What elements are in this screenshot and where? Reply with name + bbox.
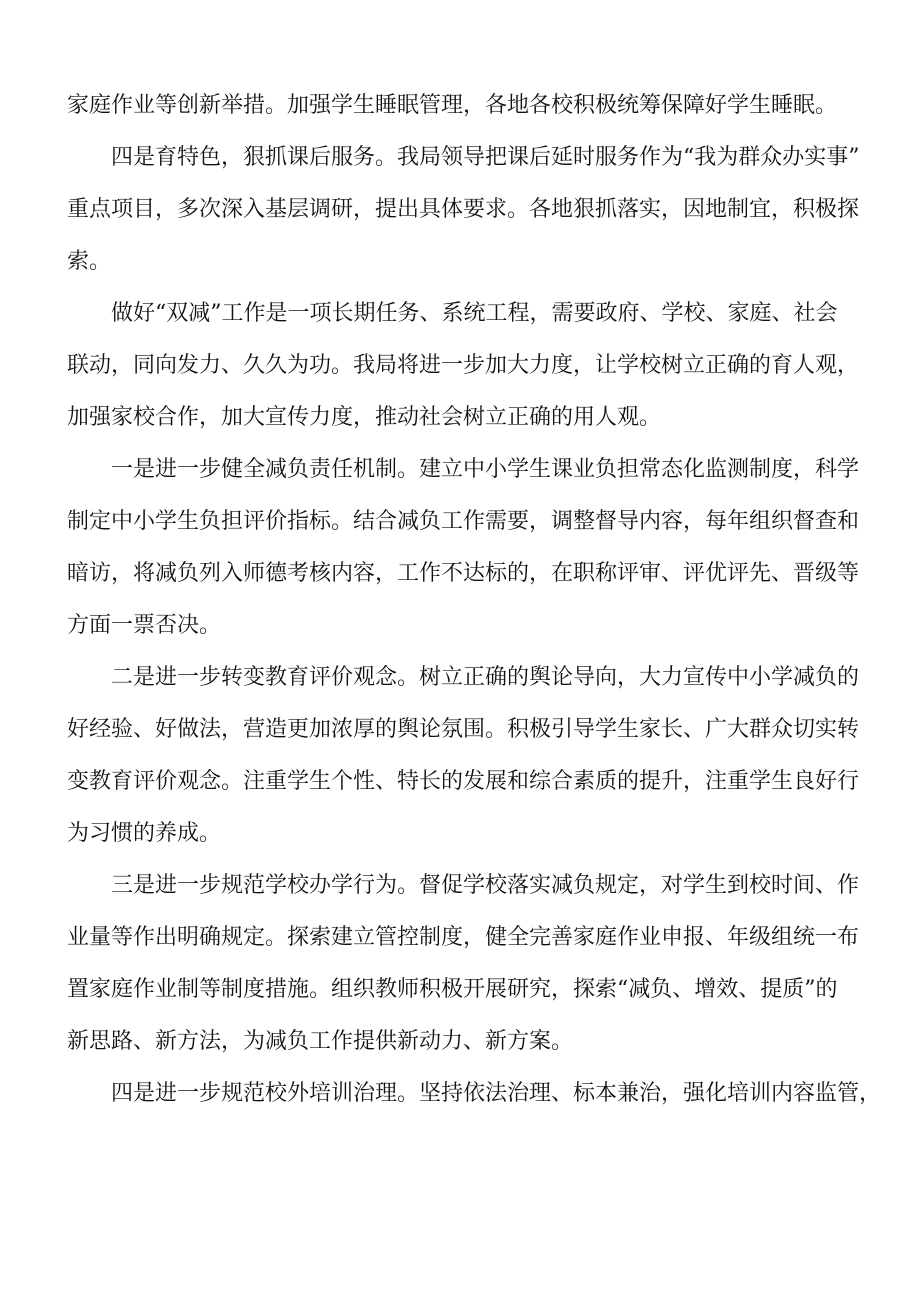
text-line: 变教育评价观念。注重学生个性、特长的发展和综合素质的提升，注重学生良好行: [67, 769, 860, 794]
paragraph-first-line: 做好“双减”工作是一项长期任务、系统工程，需要政府、学校、家庭、社会: [111, 301, 838, 326]
document-body: [67, 87, 882, 1113]
text-line: 置家庭作业制等制度措施。组织教师积极开展研究，探索“减负、增效、提质”的: [67, 977, 838, 1002]
text-line: 重点项目，多次深入基层调研，提出具体要求。各地狠抓落实，因地制宜，积极探: [67, 197, 860, 222]
text-line: 好经验、好做法，营造更加浓厚的舆论氛围。积极引导学生家长、广大群众切实转: [67, 717, 860, 742]
paragraph-first-line: 一是进一步健全减负责任机制。建立中小学生课业负担常态化监测制度，科学: [111, 457, 860, 482]
text-line: 联动，同向发力、久久为功。我局将进一步加大力度，让学校树立正确的育人观，: [67, 353, 860, 378]
paragraph-first-line: 三是进一步规范学校办学行为。督促学校落实减负规定，对学生到校时间、作: [111, 873, 860, 898]
text-line: 制定中小学生负担评价指标。结合减负工作需要，调整督导内容，每年组织督查和: [67, 509, 860, 534]
paragraph-first-line: 二是进一步转变教育评价观念。树立正确的舆论导向，大力宣传中小学减负的: [111, 665, 860, 690]
text-line: 为习惯的养成。: [67, 821, 222, 846]
text-line: 方面一票否决。: [67, 613, 222, 638]
paragraph-first-line: 四是进一步规范校外培训治理。坚持依法治理、标本兼治，强化培训内容监管，: [111, 1081, 882, 1106]
text-line: 索。: [67, 249, 112, 274]
text-line: 新思路、新方法，为减负工作提供新动力、新方案。: [67, 1029, 574, 1054]
text-line: 业量等作出明确规定。探索建立管控制度，健全完善家庭作业申报、年级组统一布: [67, 925, 860, 950]
text-line: 家庭作业等创新举措。加强学生睡眠管理，各地各校积极统筹保障好学生睡眠。: [67, 93, 838, 118]
text-line: 加强家校合作，加大宣传力度，推动社会树立正确的用人观。: [67, 405, 662, 430]
paragraph-first-line: 四是育特色，狠抓课后服务。我局领导把课后延时服务作为“我为群众办实事”: [111, 145, 860, 170]
text-line: 暗访，将减负列入师德考核内容，工作不达标的，在职称评审、评优评先、晋级等: [67, 561, 860, 586]
